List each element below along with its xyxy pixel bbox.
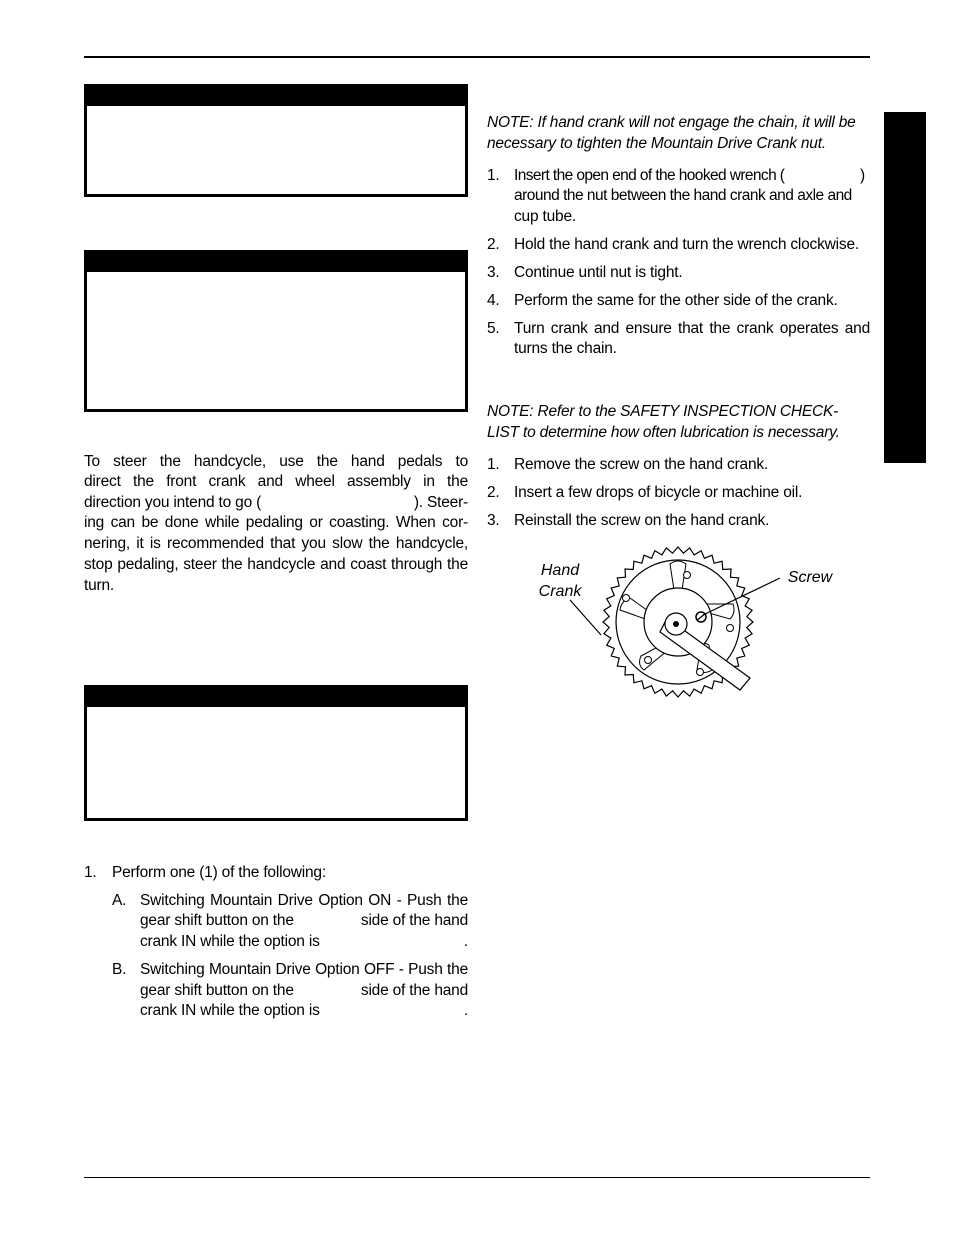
tighten-step-4-num: 4. bbox=[487, 292, 500, 309]
step-b-line-3a: crank IN while the option is bbox=[140, 1002, 320, 1019]
note-tighten-line-1: NOTE: If hand crank will not engage the chain, it will be bbox=[487, 114, 856, 131]
lube-step-2-num: 2. bbox=[487, 484, 500, 501]
step-a-line-3a: crank IN while the option is bbox=[140, 933, 320, 950]
tighten-step-1-line-1a: Insert the open end of the hooked wrench ( bbox=[514, 167, 785, 184]
lube-step-3-text: Reinstall the screw on the hand crank. bbox=[514, 512, 770, 529]
note-lube-line-1: NOTE: Refer to the SAFETY INSPECTION CHECK- bbox=[487, 403, 839, 420]
tighten-step-3-text: Continue until nut is tight. bbox=[514, 264, 683, 281]
tighten-step-1-line-2: around the nut between the hand crank and axle and bbox=[514, 187, 852, 204]
steering-line-3-end: ). Steer- bbox=[413, 494, 468, 511]
step-a-line-2a: gear shift button on the bbox=[140, 912, 294, 929]
step-b-line-1: Switching Mountain Drive Option OFF - Push the bbox=[140, 961, 468, 978]
lube-step-2-text: Insert a few drops of bicycle or machine oil. bbox=[514, 484, 803, 501]
chainring-illustration bbox=[560, 540, 780, 710]
tighten-step-1-num: 1. bbox=[487, 167, 500, 184]
tighten-step-2-text: Hold the hand crank and turn the wrench clockwise. bbox=[514, 236, 859, 253]
warning-box-3 bbox=[84, 685, 468, 821]
note-lube-line-2: LIST to determine how often lubrication is necessary. bbox=[487, 424, 840, 441]
steering-line-5: nering, it is recommended that you slow the handcycle, bbox=[84, 535, 468, 552]
lube-step-1-text: Remove the screw on the hand crank. bbox=[514, 456, 769, 473]
tighten-step-2-num: 2. bbox=[487, 236, 500, 253]
lube-step-1-num: 1. bbox=[487, 456, 500, 473]
tighten-step-3-num: 3. bbox=[487, 264, 500, 281]
step-b-line-3b: . bbox=[463, 1002, 468, 1019]
tighten-step-1-line-3: cup tube. bbox=[514, 208, 576, 225]
section-tab bbox=[884, 112, 926, 463]
label-hand: Hand bbox=[540, 562, 580, 579]
step-a-num: A. bbox=[112, 892, 127, 909]
step-a-line-1: Switching Mountain Drive Option ON - Push the bbox=[140, 892, 468, 909]
header-rule bbox=[84, 56, 870, 58]
steering-line-6: stop pedaling, steer the handcycle and coast through the bbox=[84, 556, 468, 573]
step-b-line-2a: gear shift button on the bbox=[140, 982, 294, 999]
tighten-step-5-line-1: Turn crank and ensure that the crank operates and bbox=[514, 320, 870, 337]
footer-rule bbox=[84, 1177, 870, 1178]
label-screw: Screw bbox=[787, 569, 833, 586]
step-b-line-2b: side of the hand bbox=[360, 982, 468, 999]
step-b-num: B. bbox=[112, 961, 127, 978]
note-tighten-line-2: necessary to tighten the Mountain Drive Crank nut. bbox=[487, 135, 826, 152]
tighten-step-1-line-1b: ) bbox=[860, 167, 865, 184]
lube-step-3-num: 3. bbox=[487, 512, 500, 529]
tighten-step-5-line-2: turns the chain. bbox=[514, 340, 617, 357]
tighten-step-5-num: 5. bbox=[487, 320, 500, 337]
label-crank: Crank bbox=[538, 583, 582, 600]
steering-line-3: direction you intend to go ( bbox=[84, 494, 262, 511]
steering-line-2: direct the front crank and wheel assembly in the bbox=[84, 473, 468, 490]
step-a-line-2b: side of the hand bbox=[360, 912, 468, 929]
step-1-num: 1. bbox=[84, 864, 97, 881]
steering-line-7: turn. bbox=[84, 577, 115, 594]
tighten-step-4-text: Perform the same for the other side of the crank. bbox=[514, 292, 838, 309]
warning-box-1 bbox=[84, 84, 468, 197]
step-a-line-3b: . bbox=[463, 933, 468, 950]
step-1-text: Perform one (1) of the following: bbox=[112, 864, 326, 881]
steering-line-1: To steer the handcycle, use the hand pedals to bbox=[84, 453, 468, 470]
warning-box-2 bbox=[84, 250, 468, 412]
steering-line-4: ing can be done while pedaling or coasting. When cor- bbox=[84, 514, 468, 531]
